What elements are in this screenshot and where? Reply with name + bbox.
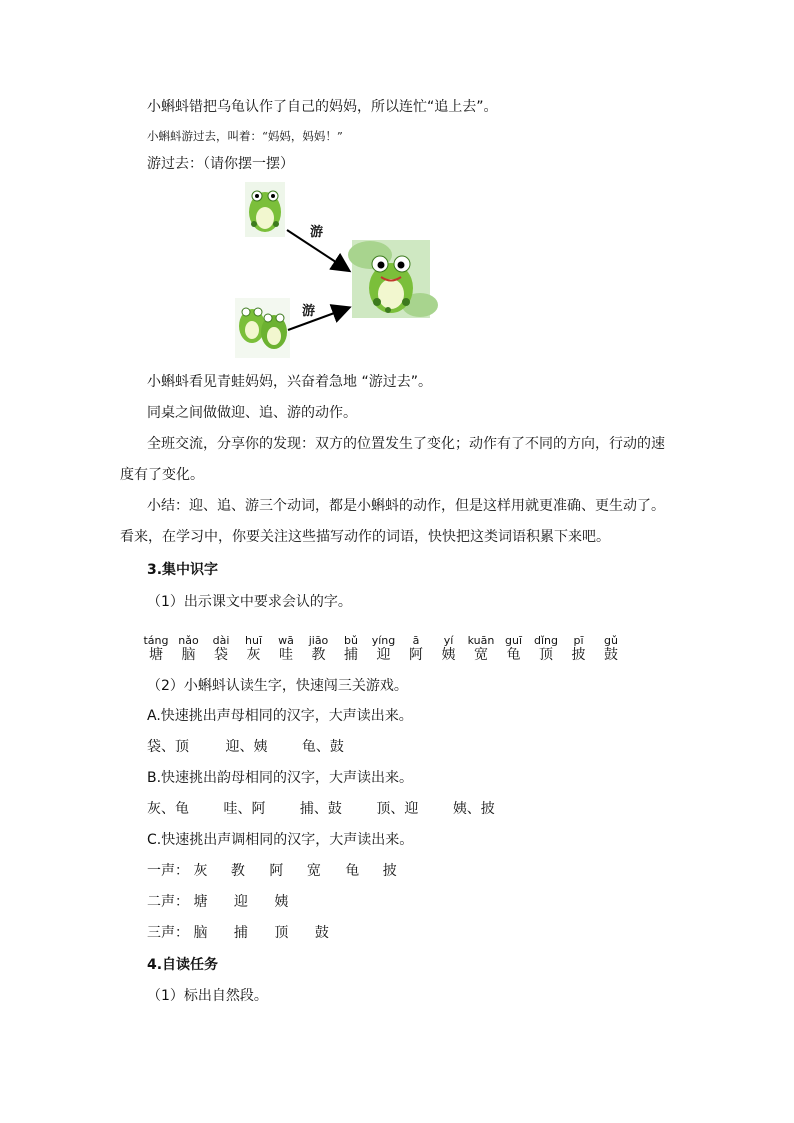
hanzi-text: 捕 <box>344 647 358 663</box>
game-c-title: C.快速挑出声调相同的汉字，大声读出来。 <box>147 832 414 848</box>
mother-frog-icon <box>348 240 438 318</box>
pinyin-text: yíng <box>371 634 396 647</box>
pinyin-text: bǔ <box>344 634 358 647</box>
game-a-item: 袋、顶 <box>147 739 189 755</box>
game-b-item: 哇、阿 <box>223 801 266 817</box>
tone-char: 迎 <box>233 894 248 910</box>
arrow-label-bottom: 游 <box>302 304 316 319</box>
hanzi-text: 塘 <box>149 647 163 663</box>
paragraph-summary-1: 小结：迎、追、游三个动词，都是小蝌蚪的动作，但是这样用就更准确、更生动了。 <box>147 498 665 514</box>
pinyin-char-cell <box>336 635 366 663</box>
pinyin-text: táng <box>143 634 169 647</box>
game-a-title: A.快速挑出声母相同的汉字，大声读出来。 <box>147 708 413 724</box>
tone-char: 教 <box>230 863 245 879</box>
pinyin-char-cell <box>304 635 334 663</box>
arrow-label-top: 游 <box>310 225 324 240</box>
paragraph-swim-prompt: 游过去：（请你摆一摆） <box>147 156 294 172</box>
paragraph-discuss-1: 全班交流，分享你的发现：双方的位置发生了变化；动作有了不同的方向，行动的速 <box>147 436 665 452</box>
game-b-items <box>147 800 495 818</box>
hanzi-text: 袋 <box>214 647 228 663</box>
section4-item-1: （1）标出自然段。 <box>147 988 268 1004</box>
tone-char: 龟 <box>345 863 360 879</box>
hanzi-text: 迎 <box>376 647 391 663</box>
tone-char: 宽 <box>306 863 321 879</box>
pinyin-char-cell <box>141 635 171 663</box>
paragraph-chase: 小蝌蚪错把乌龟认作了自己的妈妈，所以连忙“追上去”。 <box>147 99 498 115</box>
game-b-item: 捕、鼓 <box>299 801 342 817</box>
pinyin-text: dài <box>212 634 230 647</box>
pinyin-text: pī <box>573 634 584 647</box>
pinyin-char-cell <box>466 635 496 663</box>
pinyin-text: jiāo <box>308 634 329 647</box>
pinyin-char-cell <box>531 635 561 663</box>
pinyin-char-cell <box>401 635 431 663</box>
hanzi-text: 姨 <box>441 647 456 663</box>
game-a-item: 龟、鼓 <box>301 739 344 755</box>
hanzi-text: 灰 <box>246 647 261 663</box>
pinyin-text: ā <box>412 634 420 647</box>
tone-char: 姨 <box>274 894 289 910</box>
pinyin-text: nǎo <box>178 634 199 647</box>
pinyin-text: dǐng <box>534 634 558 647</box>
tone-char: 披 <box>382 863 397 879</box>
pinyin-text: wā <box>278 634 294 647</box>
hanzi-text: 鼓 <box>604 647 618 663</box>
arrow-bottom <box>288 308 348 330</box>
game-b-item: 顶、迎 <box>376 801 419 817</box>
section-heading-4: 4.自读任务 <box>147 957 219 973</box>
paragraph-discuss-2: 度有了变化。 <box>120 467 204 483</box>
swim-diagram <box>230 180 440 365</box>
hanzi-text: 宽 <box>474 647 488 663</box>
game-a-items <box>147 738 344 756</box>
game-b-item: 灰、龟 <box>147 801 189 817</box>
section-heading-3: 3.集中识字 <box>147 562 219 578</box>
tone-label: 二声： <box>147 894 189 910</box>
game-a-item: 迎、姨 <box>225 739 268 755</box>
pinyin-char-cell <box>499 635 529 663</box>
pinyin-char-cell <box>369 635 399 663</box>
hanzi-text: 顶 <box>539 647 553 663</box>
hanzi-text: 阿 <box>409 647 423 663</box>
pinyin-char-cell <box>434 635 464 663</box>
tone-char: 鼓 <box>314 925 329 941</box>
tone-label: 一声： <box>147 863 189 879</box>
tone-3-row <box>147 924 329 942</box>
tone-2-row <box>147 893 288 911</box>
pinyin-char-cell <box>239 635 269 663</box>
pinyin-text: guī <box>504 634 522 647</box>
paragraph-deskmate: 同桌之间做做迎、追、游的动作。 <box>147 405 357 421</box>
hanzi-text: 哇 <box>279 647 293 663</box>
tone-char: 捕 <box>233 925 248 941</box>
pinyin-text: huī <box>245 634 262 647</box>
hanzi-text: 龟 <box>506 647 521 663</box>
section3-item-2: （2）小蝌蚪认读生字，快速闯三关游戏。 <box>147 678 408 694</box>
small-frog-icon-top <box>245 182 285 237</box>
game-b-item: 姨、披 <box>452 801 495 817</box>
paragraph-excited: 小蝌蚪看见青蛙妈妈，兴奋着急地 “游过去”。 <box>147 374 432 390</box>
pinyin-text: yí <box>443 634 454 647</box>
pinyin-text: kuān <box>467 634 495 647</box>
pinyin-char-cell <box>206 635 236 663</box>
hanzi-text: 脑 <box>181 647 196 663</box>
tone-label: 三声： <box>147 925 189 941</box>
small-frogs-icon-bottom <box>235 298 290 358</box>
paragraph-swim-call: 小蝌蚪游过去，叫着：“妈妈，妈妈！” <box>147 129 343 143</box>
hanzi-text: 披 <box>571 647 586 663</box>
paragraph-summary-2: 看来，在学习中，你要关注这些描写动作的词语，快快把这类词语积累下来吧。 <box>120 529 610 545</box>
game-b-title: B.快速挑出韵母相同的汉字，大声读出来。 <box>147 770 414 786</box>
tone-1-row <box>147 862 397 880</box>
tone-char: 脑 <box>193 925 208 941</box>
tone-char: 塘 <box>193 894 208 910</box>
pinyin-char-cell <box>271 635 301 663</box>
section3-item-1: （1）出示课文中要求会认的字。 <box>147 594 352 610</box>
tone-char: 顶 <box>274 925 289 941</box>
pinyin-char-cell <box>174 635 204 663</box>
tone-char: 阿 <box>269 863 284 879</box>
tone-char: 灰 <box>193 863 208 879</box>
pinyin-char-cell <box>564 635 594 663</box>
pinyin-char-cell <box>596 635 626 663</box>
hanzi-text: 教 <box>311 647 326 663</box>
pinyin-text: gǔ <box>604 634 618 647</box>
